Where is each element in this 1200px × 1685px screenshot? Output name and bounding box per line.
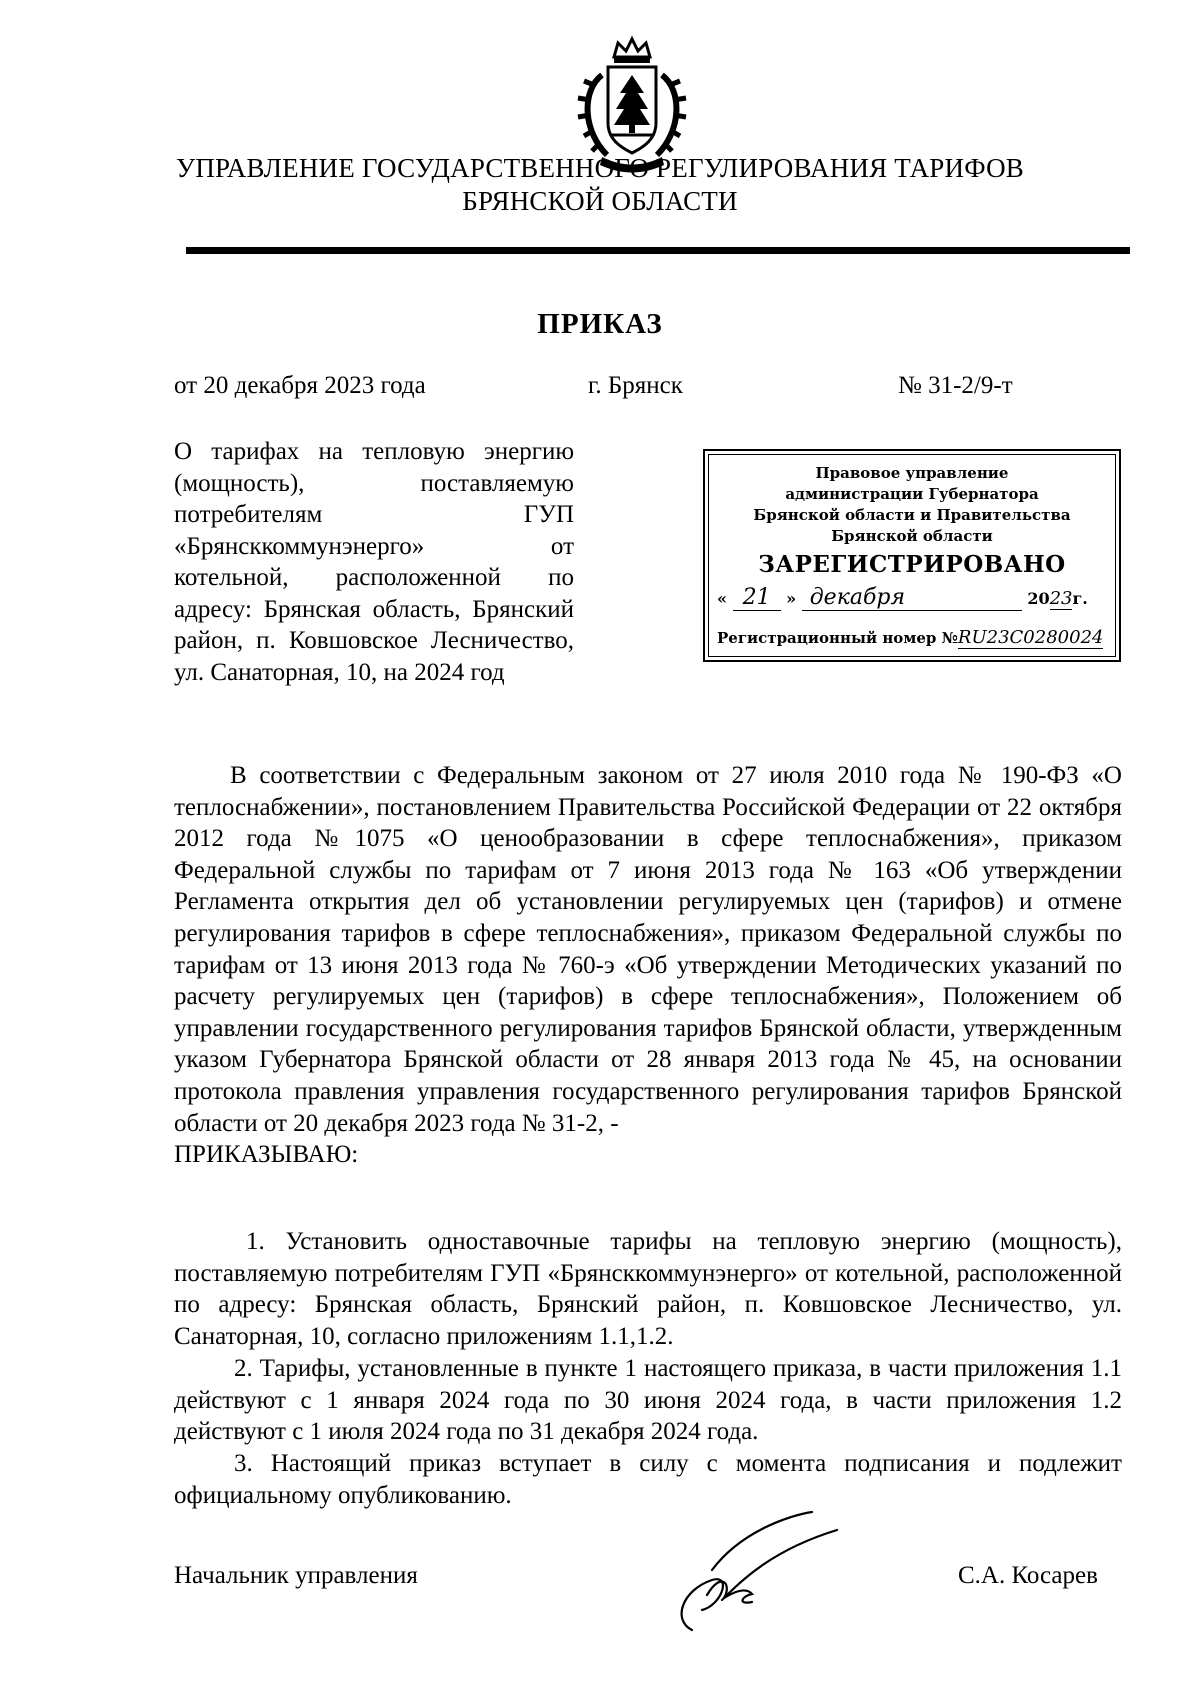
stamp-inner-frame bbox=[708, 454, 1116, 657]
stamp-reg-number-row bbox=[717, 627, 1103, 649]
stamp-year-end: г. bbox=[1072, 589, 1088, 608]
order-item-2-text: 2. Тарифы, установленные в пункте 1 настоящего приказа, в части приложения 1.1 действуют с 1 января 2024 года по 30 июня 2024 года, в части приложения 1.2 действуют с 1 июля 2024 года по 31 декабря 2024 года. bbox=[174, 1355, 1122, 1446]
stamp-line-4: Брянской области bbox=[831, 527, 993, 545]
preamble-paragraph bbox=[174, 760, 1122, 1139]
stamp-date: « 21 » декабря 2023г. bbox=[717, 585, 1088, 610]
stamp-day: 21 bbox=[733, 585, 781, 611]
organization-name-line2: БРЯНСКОЙ ОБЛАСТИ bbox=[462, 186, 738, 216]
stamp-reg-label: Регистрационный номер № bbox=[717, 629, 958, 647]
preamble-text: В соответствии с Федеральным законом от 27 июля 2010 года № 190-ФЗ «О теплоснабжении», постановлением Правительства Российской Федерации от 22 октября 2012 года №1075 «О ценообразовании в сфере теплоснабжения», приказом Федеральной службы по тарифам от 7 июня 2013 года № 163 «Об утверждении Регламента открытия дел об установлении регулируемых цен (тарифов) и отмене регулирования тарифов в сфере теплоснабжения», приказом Федеральной службы по тарифам от 13 июня 2013 года № 760-э «Об утверждении Методических указаний по расчету регулируемых цен (тарифов) в сфере теплоснабжения», Положением об управлении государственного регулирования тарифов Брянской области, утвержденным указом Губернатора Брянской области от 28 января 2013 года № 45, на основании протокола правления управления государственного регулирования тарифов Брянской области от 20 декабря 2023 года № 31-2, - bbox=[174, 762, 1122, 1137]
order-word: ПРИКАЗЫВАЮ: bbox=[174, 1141, 359, 1168]
stamp-line-1: Правовое управление bbox=[815, 464, 1009, 482]
header-divider bbox=[186, 247, 1130, 254]
document-date: от 20 декабря 2023 года bbox=[174, 372, 426, 399]
signatory-position: Начальник управления bbox=[174, 1562, 418, 1589]
document-number: № 31-2/9-т bbox=[898, 372, 1013, 399]
stamp-status: ЗАРЕГИСТРИРОВАНО bbox=[758, 551, 1066, 578]
organization-name-line1: УПРАВЛЕНИЕ ГОСУДАРСТВЕННОГО РЕГУЛИРОВАНИЯ ТАРИФОВ bbox=[176, 153, 1024, 183]
document-place: г. Брянск bbox=[588, 372, 683, 399]
stamp-line-3: Брянской области и Правительства bbox=[753, 506, 1071, 524]
stamp-year-suffix: 23 bbox=[1049, 588, 1073, 609]
stamp-year-prefix: 20 bbox=[1027, 589, 1050, 608]
stamp-reg-number: RU23C0280024 bbox=[957, 627, 1104, 648]
order-item-2 bbox=[174, 1353, 1122, 1448]
stamp-line-2: администрации Губернатора bbox=[785, 485, 1039, 503]
registration-stamp bbox=[703, 449, 1121, 662]
document-type: ПРИКАЗ bbox=[537, 308, 663, 340]
handwritten-signature bbox=[662, 1510, 862, 1640]
order-item-3 bbox=[174, 1448, 1122, 1511]
order-item-1-text: 1. Установить одноставочные тарифы на тепловую энергию (мощность), поставляемую потребителям ГУП «Брянсккоммунэнерго» от котельной, расположенной по адресу: Брянская область, Брянский район, п. Ковшовское Лесничество, ул. Санаторная, 10, согласно приложениям 1.1,1.2. bbox=[174, 1228, 1122, 1350]
order-item-3-text: 3. Настоящий приказ вступает в силу с момента подписания и подлежит официальному опубликованию. bbox=[174, 1450, 1122, 1509]
order-item-1 bbox=[174, 1226, 1122, 1352]
signatory-name: С.А. Косарев bbox=[958, 1562, 1098, 1589]
stamp-month: декабря bbox=[802, 585, 1022, 611]
document-subject-text: О тарифах на тепловую энергию (мощность), поставляемую потребителям ГУП «Брянсккоммунэнерго» от котельной, расположенной по адресу: Брянская область, Брянский район, п. Ковшовское Лесничество, ул. Санаторная, 10, на 2024 год bbox=[174, 438, 574, 686]
document-subject bbox=[174, 436, 574, 688]
